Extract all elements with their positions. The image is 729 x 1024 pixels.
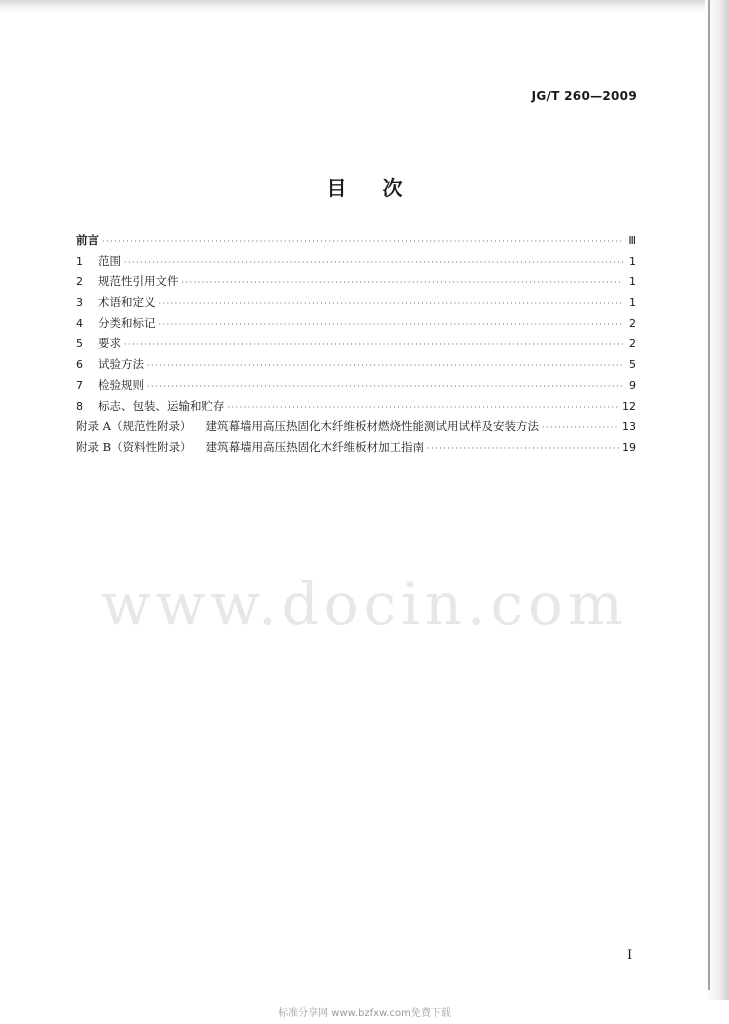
toc-page: Ⅲ	[628, 234, 636, 247]
toc-row-5[interactable]	[76, 333, 636, 354]
toc-row-1[interactable]	[76, 251, 636, 272]
watermark: www.docin.com	[101, 570, 628, 638]
toc-page: 1	[629, 254, 636, 268]
toc-leader	[124, 335, 623, 356]
toc-row-8[interactable]	[76, 396, 636, 417]
appendix-prefix: 附录 A（规范性附录）	[76, 419, 192, 434]
toc-label: 术语和定义	[98, 295, 156, 310]
toc-page: 5	[629, 358, 636, 372]
toc-leader	[542, 418, 619, 439]
toc-leader	[124, 253, 623, 274]
toc-leader	[159, 315, 624, 336]
toc-leader	[159, 294, 624, 315]
toc-number: 4	[76, 316, 83, 330]
table-of-contents	[76, 230, 636, 458]
toc-label: 分类和标记	[98, 315, 156, 330]
toc-page: 2	[629, 316, 636, 330]
appendix-title: 建筑幕墙用高压热固化木纤维板材加工指南	[205, 439, 425, 454]
scan-edge-top	[0, 0, 729, 14]
toc-number: 5	[76, 337, 83, 351]
toc-page: 1	[629, 296, 636, 310]
toc-row-appendix-b[interactable]	[76, 437, 636, 458]
toc-label: 范围	[98, 253, 121, 268]
toc-label: 要求	[98, 336, 121, 351]
toc-label: 规范性引用文件	[98, 274, 179, 289]
toc-row-foreword[interactable]	[76, 230, 636, 251]
toc-page: 1	[629, 275, 636, 289]
toc-leader	[147, 356, 623, 377]
toc-row-3[interactable]	[76, 292, 636, 313]
toc-row-appendix-a[interactable]	[76, 416, 636, 437]
toc-number: 8	[76, 399, 83, 413]
toc-row-4[interactable]	[76, 313, 636, 334]
toc-leader	[102, 232, 623, 253]
toc-label: 试验方法	[98, 357, 144, 372]
toc-leader	[427, 439, 619, 460]
toc-leader	[228, 398, 620, 419]
toc-label	[76, 416, 539, 437]
appendix-prefix: 附录 B（资料性附录）	[76, 439, 192, 454]
toc-page: 12	[622, 399, 636, 413]
toc-number: 6	[76, 358, 83, 372]
toc-number: 3	[76, 296, 83, 310]
toc-label: 检验规则	[98, 377, 144, 392]
toc-number: 7	[76, 378, 83, 392]
title-char-1: 目	[326, 176, 347, 200]
toc-page: 2	[629, 337, 636, 351]
toc-leader	[182, 273, 624, 294]
page-title	[0, 172, 729, 201]
toc-label	[76, 437, 424, 458]
title-char-2: 次	[382, 176, 403, 200]
scan-edge-line	[708, 0, 710, 990]
toc-number: 1	[76, 254, 83, 268]
page-number: I	[627, 948, 633, 963]
document-code: JG/T 260—2009	[531, 89, 637, 103]
toc-page: 9	[629, 378, 636, 392]
toc-page: 19	[622, 440, 636, 454]
appendix-title: 建筑幕墙用高压热固化木纤维板材燃烧性能测试用试样及安装方法	[205, 419, 539, 434]
footer-credit: 标准分享网 www.bzfxw.com免费下载	[278, 1008, 451, 1019]
toc-row-6[interactable]	[76, 354, 636, 375]
toc-number: 2	[76, 275, 83, 289]
toc-row-2[interactable]	[76, 271, 636, 292]
toc-label: 前言	[76, 233, 99, 247]
toc-leader	[147, 377, 623, 398]
toc-page: 13	[622, 420, 636, 434]
toc-row-7[interactable]	[76, 375, 636, 396]
toc-label: 标志、包装、运输和贮存	[98, 398, 225, 413]
